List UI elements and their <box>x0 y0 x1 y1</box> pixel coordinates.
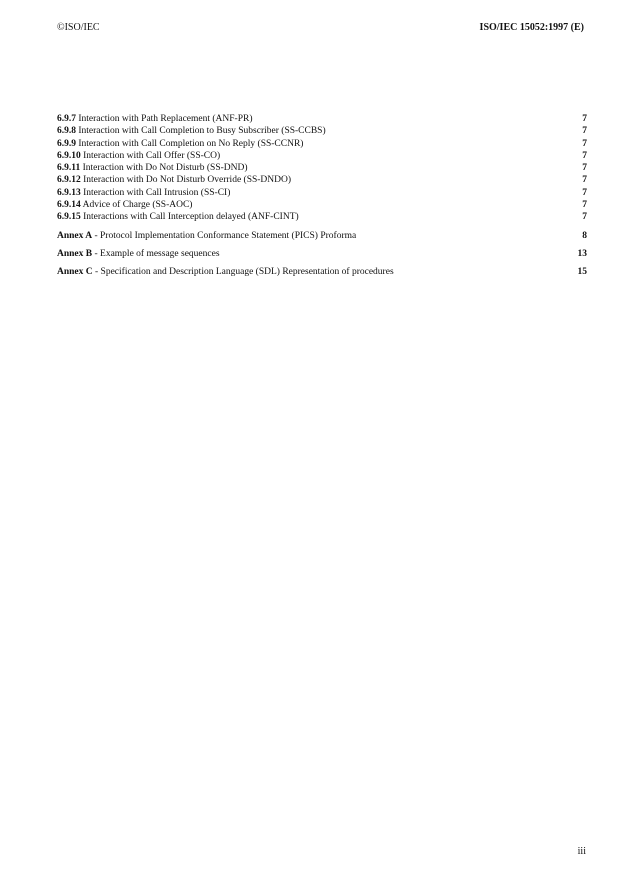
toc-number: 6.9.13 <box>57 187 81 198</box>
annex-title: - Specification and Description Language (SDL) Representation of procedures <box>95 267 394 278</box>
toc-page: 7 <box>582 126 587 137</box>
toc-page: 7 <box>582 187 587 198</box>
toc-number: 6.9.12 <box>57 175 81 186</box>
toc-annex-entry[interactable] <box>57 230 587 242</box>
toc-annex-entry[interactable] <box>57 266 587 278</box>
toc-entry[interactable] <box>57 150 587 162</box>
toc-title: Interaction with Do Not Disturb Override (SS-DNDO) <box>83 175 292 186</box>
toc-title: Interaction with Call Offer (SS-CO) <box>83 150 221 161</box>
annex-label: Annex A <box>57 230 93 241</box>
annex-label: Annex C <box>57 267 93 278</box>
toc-number: 6.9.10 <box>57 150 81 161</box>
annex-label: Annex B <box>57 248 93 259</box>
toc-entry[interactable] <box>57 138 587 150</box>
toc-page: 7 <box>582 163 587 174</box>
toc-number: 6.9.7 <box>57 114 76 124</box>
toc-number: 6.9.14 <box>57 200 81 211</box>
toc-page: 7 <box>582 138 587 149</box>
toc-title: Interactions with Call Interception delayed (ANF-CINT) <box>83 212 299 223</box>
page-number: iii <box>577 846 586 857</box>
toc-page: 7 <box>582 175 587 186</box>
toc-entry[interactable] <box>57 162 587 174</box>
toc-title: Interaction with Do Not Disturb (SS-DND) <box>82 163 248 174</box>
toc-entry[interactable] <box>57 174 587 186</box>
annex-title: - Protocol Implementation Conformance Statement (PICS) Proforma <box>94 230 357 241</box>
toc-annex-entry[interactable] <box>57 248 587 260</box>
toc-page: 7 <box>582 212 587 223</box>
toc-entry[interactable] <box>57 113 587 125</box>
toc-title: Interaction with Call Completion on No Reply (SS-CCNR) <box>78 138 304 149</box>
annex-page: 15 <box>577 267 587 278</box>
toc-page: 7 <box>582 150 587 161</box>
toc-title: Interaction with Path Replacement (ANF-PR) <box>78 114 253 124</box>
toc-title: Interaction with Call Completion to Busy Subscriber (SS-CCBS) <box>78 126 326 137</box>
toc-entry[interactable] <box>57 125 587 137</box>
toc-page: 7 <box>582 114 587 124</box>
toc-number: 6.9.9 <box>57 138 76 149</box>
toc-number: 6.9.11 <box>57 163 81 174</box>
toc-page: 7 <box>582 200 587 211</box>
toc-entry[interactable] <box>57 199 587 211</box>
toc-number: 6.9.8 <box>57 126 76 137</box>
header-standard-id: ISO/IEC 15052:1997 (E) <box>479 22 584 33</box>
table-of-contents <box>57 113 587 279</box>
toc-number: 6.9.15 <box>57 212 81 223</box>
annex-title: - Example of message sequences <box>94 248 220 259</box>
annex-page: 8 <box>582 230 587 241</box>
toc-title: Interaction with Call Intrusion (SS-CI) <box>83 187 231 198</box>
annex-page: 13 <box>577 248 587 259</box>
header-copyright: ©ISO/IEC <box>57 22 100 33</box>
toc-title: Advice of Charge (SS-AOC) <box>82 200 193 211</box>
toc-entry[interactable] <box>57 187 587 199</box>
toc-entry[interactable] <box>57 211 587 223</box>
